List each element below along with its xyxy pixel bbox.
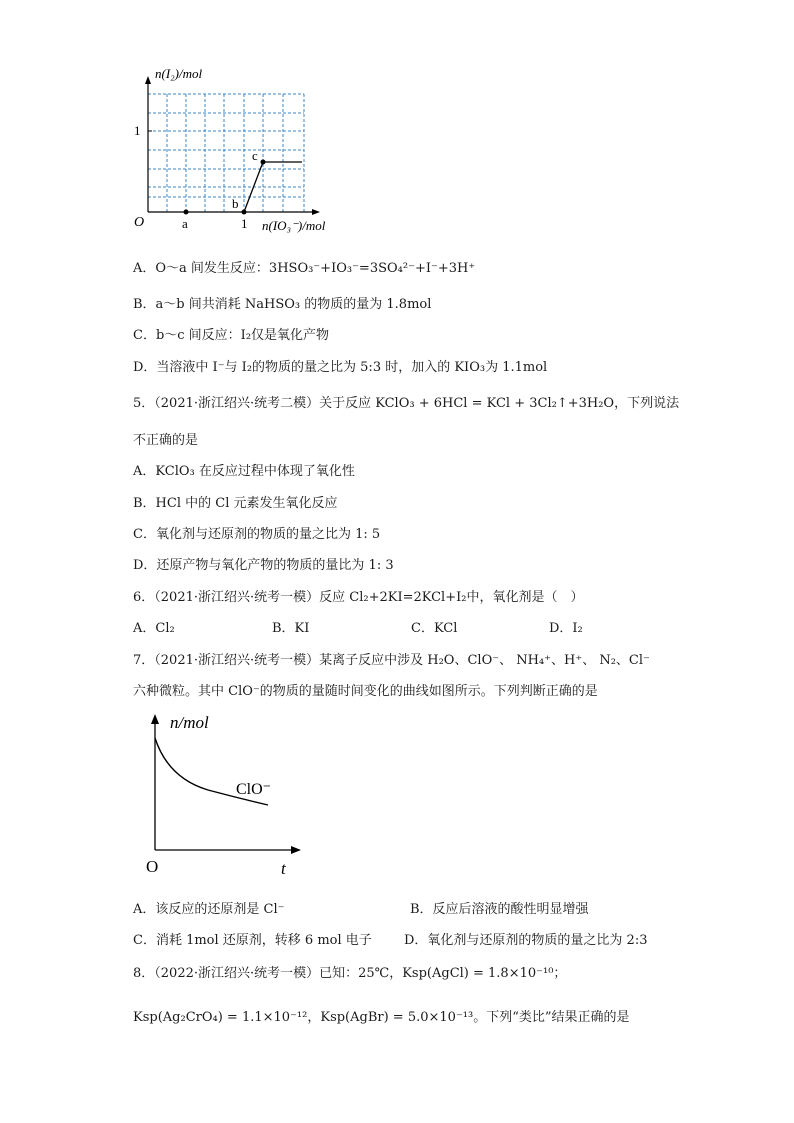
q6-option-c: C．KCl [411,621,458,636]
q8-stem-line1: 8．（2022·浙江绍兴·统考一模）已知：25℃，Ksp(AgCl) = 1.8×10⁻¹⁰； [133,966,567,981]
q5-option-c: C．氧化剂与还原剂的物质的量之比为 1: 5 [133,527,381,542]
q8-stem-line2: Ksp(Ag₂CrO₄) = 1.1×10⁻¹²，Ksp(AgBr) = 5.0×10⁻¹³。下列“类比”结果正确的是 [133,1010,630,1025]
y-tick-1: 1 [134,123,141,138]
q7-option-c: C．消耗 1mol 还原剂，转移 6 mol 电子 [133,933,372,948]
x-axis-label: n(IO₃⁻)/mol [262,218,326,233]
q4-option-c: C．b～c 间反应：I₂仅是氧化产物 [133,328,330,343]
q5-stem-line2: 不正确的是 [133,433,199,448]
q7-option-a: A．该反应的还原剂是 Cl⁻ [133,902,285,917]
q7-stem-line1: 7．（2021·浙江绍兴·统考一模）某离子反应中涉及 H₂O、ClO⁻、 NH₄⁺、H⁺、 N₂、Cl⁻ [133,653,650,668]
q4-option-b: B．a～b 间共消耗 NaHSO₃ 的物质的量为 1.8mol [133,297,432,312]
x-axis-arrow [312,209,320,215]
y-axis-label: n(I₂)/mol [155,66,203,81]
q6-option-b: B．KI [272,621,310,636]
point-c-label: c [252,148,258,163]
q6-option-d: D．I₂ [549,621,583,636]
origin-label: O [146,857,159,876]
point-b-label: b [232,196,239,211]
q5-option-d: D．还原产物与氧化产物的物质的量比为 1: 3 [133,558,394,573]
x-tick-a: a [182,216,188,231]
q5-stem-line1: 5．（2021·浙江绍兴·统考二模）关于反应 KClO₃ + 6HCl = KCl + 3Cl₂↑+3H₂O，下列说法 [133,396,680,411]
iodine-graph [128,62,348,242]
x-axis-arrow [291,846,301,854]
point-a [184,210,189,215]
clo-graph [138,708,318,883]
point-b [242,210,247,215]
x-axis-label: t [281,859,286,878]
origin-label: O [134,215,145,230]
q6-stem: 6．（2021·浙江绍兴·统考一模）反应 Cl₂+2KI=2KCl+I₂中，氧化剂是（ ） [133,590,584,605]
q7-option-b: B．反应后溶液的酸性明显增强 [410,902,589,917]
y-axis-label: n/mol [170,713,209,732]
y-axis-arrow [151,714,159,724]
q7-stem-line2: 六种微粒。其中 ClO⁻的物质的量随时间变化的曲线如图所示。下列判断正确的是 [133,684,598,699]
q5-option-b: B．HCl 中的 Cl 元素发生氧化反应 [133,496,338,511]
q4-option-d: D．当溶液中 I⁻与 I₂的物质的量之比为 5:3 时，加入的 KIO₃为 1.1mol [133,360,548,375]
curve-label: ClO⁻ [236,781,272,798]
q6-option-a: A．Cl₂ [133,621,175,636]
point-c [261,160,266,165]
dashed-grid [148,94,304,212]
y-axis-arrow [145,76,151,84]
q4-option-a: A．O～a 间发生反应：3HSO₃⁻+IO₃⁻=3SO₄²⁻+I⁻+3H⁺ [133,261,476,276]
q5-option-a: A．KClO₃ 在反应过程中体现了氧化性 [133,464,355,479]
x-tick-1: 1 [241,216,248,231]
q7-option-d: D．氧化剂与还原剂的物质的量之比为 2:3 [404,933,648,948]
